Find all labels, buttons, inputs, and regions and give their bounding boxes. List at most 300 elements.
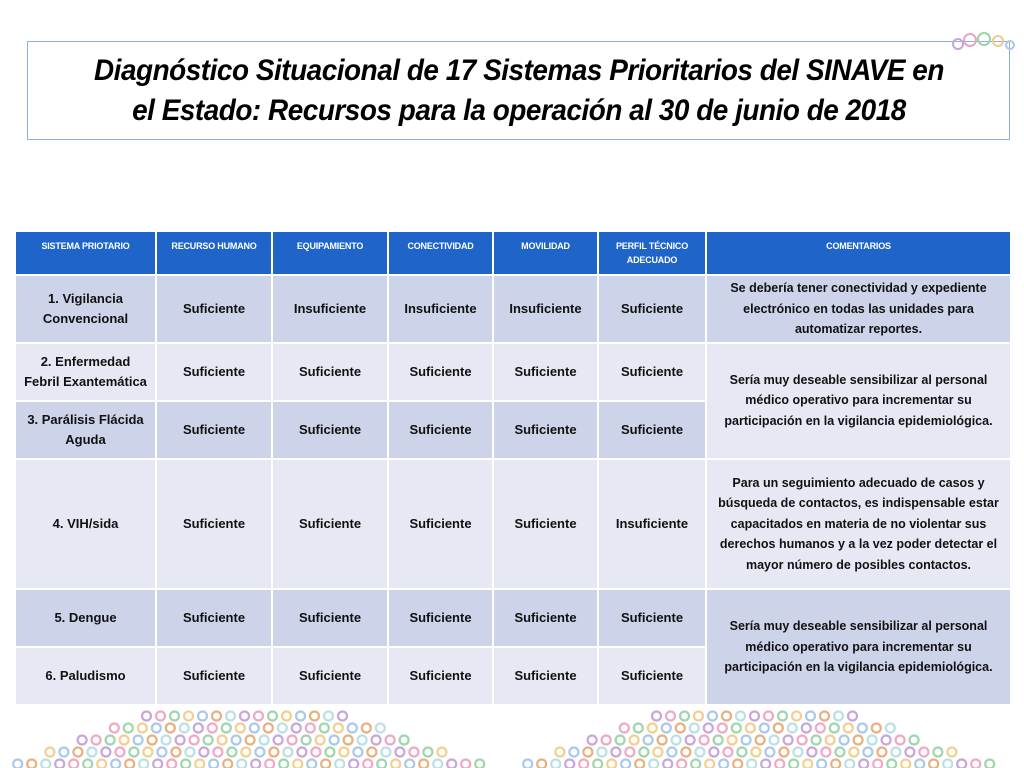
- decorative-dots-top: [948, 30, 1018, 56]
- decorative-dot: [409, 748, 418, 757]
- decorative-dot: [910, 736, 919, 745]
- decorative-dot: [663, 760, 672, 768]
- decorative-dot: [166, 724, 175, 733]
- decorative-dot: [335, 760, 344, 768]
- decorative-dot: [125, 760, 134, 768]
- decorative-dot: [213, 748, 222, 757]
- decorative-dot: [565, 760, 574, 768]
- decorative-dot: [901, 760, 910, 768]
- decorative-dot: [226, 712, 235, 721]
- decorative-dot: [475, 760, 484, 768]
- decorative-dot: [316, 736, 325, 745]
- cell-conectividad: Insuficiente: [388, 275, 493, 343]
- decorative-dot: [597, 748, 606, 757]
- decorative-dot: [240, 712, 249, 721]
- cell-recurso-humano: Suficiente: [156, 275, 272, 343]
- decorative-dot: [835, 748, 844, 757]
- decorative-dot: [190, 736, 199, 745]
- decorative-dot: [288, 736, 297, 745]
- decorative-dot: [971, 760, 980, 768]
- decorative-dot: [896, 736, 905, 745]
- decorative-dot: [634, 724, 643, 733]
- decorative-dot: [27, 760, 36, 768]
- decorative-dot: [139, 760, 148, 768]
- cell-sistema: 4. VIH/sida: [15, 459, 156, 589]
- cell-sistema: 6. Paludismo: [15, 647, 156, 705]
- decorative-dot: [821, 748, 830, 757]
- decorative-dot: [765, 748, 774, 757]
- cell-recurso-humano: Suficiente: [156, 589, 272, 647]
- slide-title: [94, 51, 944, 131]
- decorative-dot: [761, 760, 770, 768]
- slide-title-box: [27, 41, 1010, 140]
- decorative-dot: [737, 748, 746, 757]
- decorative-dot: [611, 748, 620, 757]
- header-sistema: SISTEMA PRIOTARIO: [15, 231, 156, 275]
- decorative-dot: [919, 748, 928, 757]
- decorative-dot: [569, 748, 578, 757]
- decorative-dot: [170, 712, 179, 721]
- decorative-dot: [227, 748, 236, 757]
- decorative-dot: [816, 724, 825, 733]
- header-equipamiento: EQUIPAMIENTO: [272, 231, 388, 275]
- cell-conectividad: Suficiente: [388, 401, 493, 459]
- decorative-dot: [848, 712, 857, 721]
- decorative-dot: [363, 760, 372, 768]
- decorative-dot: [307, 760, 316, 768]
- decorative-dot: [218, 736, 227, 745]
- decorative-dot: [297, 748, 306, 757]
- table-row: [15, 343, 1011, 401]
- table-header-row: [15, 231, 1011, 275]
- decorative-dot: [395, 748, 404, 757]
- decorative-dot: [779, 748, 788, 757]
- decorative-dot: [321, 760, 330, 768]
- decorative-dot: [555, 748, 564, 757]
- decorative-dot: [658, 736, 667, 745]
- decorative-dot: [311, 748, 320, 757]
- cell-equipamiento: Suficiente: [272, 589, 388, 647]
- decorative-dot: [831, 760, 840, 768]
- decorative-dot: [784, 736, 793, 745]
- cell-perfil-tecnico: Insuficiente: [598, 459, 706, 589]
- table-row: [15, 275, 1011, 343]
- cell-movilidad: Suficiente: [493, 589, 598, 647]
- decorative-dot: [537, 760, 546, 768]
- decorative-dot: [87, 748, 96, 757]
- cell-recurso-humano: Suficiente: [156, 647, 272, 705]
- decorative-dot: [760, 724, 769, 733]
- decorative-dot: [667, 748, 676, 757]
- decorative-dot: [246, 736, 255, 745]
- decorative-dot: [676, 724, 685, 733]
- decorative-dot: [120, 736, 129, 745]
- decorative-dot: [376, 724, 385, 733]
- dot-cluster-right: [523, 712, 994, 768]
- decorative-dot: [872, 724, 881, 733]
- cell-comentario: Sería muy deseable sensibilizar al personal médico operativo para incrementar su participación en la vigilancia epidemiológica.: [706, 343, 1011, 459]
- decorative-dot: [778, 712, 787, 721]
- decorative-dot: [302, 736, 311, 745]
- cell-perfil-tecnico: Suficiente: [598, 401, 706, 459]
- table-row: [15, 459, 1011, 589]
- decorative-dot: [419, 760, 428, 768]
- decorative-dot: [41, 760, 50, 768]
- decorative-dot: [282, 712, 291, 721]
- cell-sistema: 3. Parálisis Flácida Aguda: [15, 401, 156, 459]
- dot-cluster-left: [13, 712, 484, 768]
- decorative-dot: [802, 724, 811, 733]
- decorative-dot: [134, 736, 143, 745]
- decorative-dot: [180, 724, 189, 733]
- decorative-dot: [348, 724, 357, 733]
- decorative-dot: [639, 748, 648, 757]
- decorative-dot: [649, 760, 658, 768]
- decorative-dot: [806, 712, 815, 721]
- decorative-dot: [433, 760, 442, 768]
- decorative-dot: [153, 760, 162, 768]
- cell-comentario: Sería muy deseable sensibilizar al personal médico operativo para incrementar su participación en la vigilancia epidemiológica.: [706, 589, 1011, 705]
- decorative-dot: [695, 748, 704, 757]
- decorative-dot: [873, 760, 882, 768]
- decorative-dot: [306, 724, 315, 733]
- decorative-dot: [709, 748, 718, 757]
- decorative-dot: [167, 760, 176, 768]
- decorative-dot: [705, 760, 714, 768]
- decorative-dot: [933, 748, 942, 757]
- decorative-dot: [447, 760, 456, 768]
- decorative-dot: [887, 760, 896, 768]
- decorative-dot: [381, 748, 390, 757]
- decorative-dot: [985, 760, 994, 768]
- header-comentarios: COMENTARIOS: [706, 231, 1011, 275]
- decorative-dot: [840, 736, 849, 745]
- decorative-dot: [607, 760, 616, 768]
- decorative-dot: [947, 748, 956, 757]
- decorative-dot: [237, 760, 246, 768]
- decorative-dot: [774, 724, 783, 733]
- decorative-dot: [722, 712, 731, 721]
- decorative-dot: [325, 748, 334, 757]
- header-perfil-tecnico: PERFIL TÉCNICO ADECUADO: [598, 231, 706, 275]
- slide-title-line-2: el Estado: Recursos para la operación al 30 de junio de 2018: [131, 93, 906, 127]
- decorative-dot: [97, 760, 106, 768]
- decorative-dot: [181, 760, 190, 768]
- cell-recurso-humano: Suficiente: [156, 343, 272, 401]
- decorative-dot: [807, 748, 816, 757]
- decorative-dot: [129, 748, 138, 757]
- decorative-dot: [176, 736, 185, 745]
- decorative-dot: [714, 736, 723, 745]
- decorative-dot: [372, 736, 381, 745]
- decorative-dot: [334, 724, 343, 733]
- cell-sistema: 2. Enfermedad Febril Exantemática: [15, 343, 156, 401]
- decorative-dot: [310, 712, 319, 721]
- cell-comentario: Se debería tener conectividad y expediente electrónico en todas las unidades para automatizar reportes.: [706, 275, 1011, 343]
- decorative-dot: [195, 760, 204, 768]
- decorative-dot: [292, 724, 301, 733]
- cell-conectividad: Suficiente: [388, 647, 493, 705]
- cell-recurso-humano: Suficiente: [156, 459, 272, 589]
- cell-sistema: 5. Dengue: [15, 589, 156, 647]
- decorative-dot: [877, 748, 886, 757]
- decorative-dot: [736, 712, 745, 721]
- cell-conectividad: Suficiente: [388, 343, 493, 401]
- decorative-dot: [405, 760, 414, 768]
- decorative-dot: [844, 724, 853, 733]
- decorative-dot: [834, 712, 843, 721]
- cell-perfil-tecnico: Suficiente: [598, 589, 706, 647]
- decorative-dot: [320, 724, 329, 733]
- decorative-dot: [353, 748, 362, 757]
- decorative-dot: [718, 724, 727, 733]
- decorative-dot: [269, 748, 278, 757]
- cell-recurso-humano: Suficiente: [156, 401, 272, 459]
- decorative-dot: [929, 760, 938, 768]
- cell-equipamiento: Insuficiente: [272, 275, 388, 343]
- decorative-dot: [798, 736, 807, 745]
- decorative-dot: [723, 748, 732, 757]
- header-movilidad: MOVILIDAD: [493, 231, 598, 275]
- cell-perfil-tecnico: Suficiente: [598, 647, 706, 705]
- cell-conectividad: Suficiente: [388, 459, 493, 589]
- decorative-dot: [625, 748, 634, 757]
- decorative-dot: [92, 736, 101, 745]
- decorative-dot: [283, 748, 292, 757]
- decorative-dot: [826, 736, 835, 745]
- decorative-dot: [957, 760, 966, 768]
- decorative-dot: [792, 712, 801, 721]
- decorative-dot: [858, 724, 867, 733]
- decorative-dot: [386, 736, 395, 745]
- decorative-dot: [156, 712, 165, 721]
- decorative-dot: [437, 748, 446, 757]
- decorative-dot: [588, 736, 597, 745]
- decorative-dot: [423, 748, 432, 757]
- decorative-dot: [274, 736, 283, 745]
- decorative-dot: [73, 748, 82, 757]
- decorative-dot: [677, 760, 686, 768]
- decorative-dot: [728, 736, 737, 745]
- decorative-dot: [630, 736, 639, 745]
- decorative-dot: [886, 724, 895, 733]
- decorative-dot: [339, 748, 348, 757]
- decorative-dot: [157, 748, 166, 757]
- decorative-dot: [254, 712, 263, 721]
- decorative-dot: [199, 748, 208, 757]
- decorative-dot: [849, 748, 858, 757]
- decorative-dot: [265, 760, 274, 768]
- decorative-dot: [648, 724, 657, 733]
- cell-movilidad: Suficiente: [493, 343, 598, 401]
- decorative-dot: [222, 724, 231, 733]
- decorative-dot: [264, 724, 273, 733]
- decorative-dot: [349, 760, 358, 768]
- decorative-dot: [391, 760, 400, 768]
- decorative-dot: [602, 736, 611, 745]
- decorative-dot: [344, 736, 353, 745]
- decorative-dot: [652, 712, 661, 721]
- decorative-dot: [208, 724, 217, 733]
- decorative-dot: [666, 712, 675, 721]
- decorative-dot: [653, 748, 662, 757]
- decorative-dot: [358, 736, 367, 745]
- decorative-dot: [124, 724, 133, 733]
- decorative-dot: [250, 724, 259, 733]
- decorative-dot: [232, 736, 241, 745]
- decorative-dot: [635, 760, 644, 768]
- decorative-dot: [694, 712, 703, 721]
- decorative-dot: [686, 736, 695, 745]
- decorative-dot: [621, 760, 630, 768]
- cell-equipamiento: Suficiente: [272, 459, 388, 589]
- decorative-dot: [400, 736, 409, 745]
- decorative-dot: [742, 736, 751, 745]
- decorative-dot: [691, 760, 700, 768]
- decorative-dot: [55, 760, 64, 768]
- decorative-dot: [324, 712, 333, 721]
- decorative-dot-pattern-bottom: [0, 706, 1024, 768]
- cell-movilidad: Insuficiente: [493, 275, 598, 343]
- decorative-dot: [279, 760, 288, 768]
- decorative-dot: [700, 736, 709, 745]
- decorative-dot: [793, 748, 802, 757]
- cell-movilidad: Suficiente: [493, 647, 598, 705]
- decorative-dot: [268, 712, 277, 721]
- decorative-dot: [788, 724, 797, 733]
- decorative-dot: [236, 724, 245, 733]
- decorative-dot: [204, 736, 213, 745]
- slide-title-line-1: Diagnóstico Situacional de 17 Sistemas Prioritarios del SINAVE en: [93, 53, 944, 87]
- decorative-dot: [868, 736, 877, 745]
- decorative-dot: [152, 724, 161, 733]
- decorative-dot: [143, 748, 152, 757]
- decorative-dot: [362, 724, 371, 733]
- decorative-dot: [115, 748, 124, 757]
- decorative-dot: [583, 748, 592, 757]
- decorative-dot: [830, 724, 839, 733]
- decorative-dot: [296, 712, 305, 721]
- decorative-dot: [185, 748, 194, 757]
- decorative-dot: [680, 712, 689, 721]
- decorative-dot: [59, 748, 68, 757]
- decorative-dot: [915, 760, 924, 768]
- decorative-dot: [148, 736, 157, 745]
- decorative-dot: [812, 736, 821, 745]
- decorative-dot: [803, 760, 812, 768]
- decorative-dot: [750, 712, 759, 721]
- decorative-dot: [110, 724, 119, 733]
- decorative-dot: [770, 736, 779, 745]
- decorative-dot: [756, 736, 765, 745]
- decorative-dot: [751, 748, 760, 757]
- cell-movilidad: Suficiente: [493, 459, 598, 589]
- decorative-dot: [732, 724, 741, 733]
- decorative-dot: [330, 736, 339, 745]
- decorative-dot: [78, 736, 87, 745]
- decorative-dot: [377, 760, 386, 768]
- cell-perfil-tecnico: Suficiente: [598, 343, 706, 401]
- decorative-dot: [83, 760, 92, 768]
- decorative-dot: [241, 748, 250, 757]
- header-recurso-humano: RECURSO HUMANO: [156, 231, 272, 275]
- decorative-dot: [579, 760, 588, 768]
- cell-comentario: Para un seguimiento adecuado de casos y búsqueda de contactos, es indispensable estar capacitados en materia de no violentar sus derechos humanos y a la vez poder detectar el mayor número de posibles contactos.: [706, 459, 1011, 589]
- decorative-dot: [278, 724, 287, 733]
- decorative-dot: [593, 760, 602, 768]
- decorative-dot: [644, 736, 653, 745]
- decorative-dot: [905, 748, 914, 757]
- cell-equipamiento: Suficiente: [272, 647, 388, 705]
- cell-equipamiento: Suficiente: [272, 343, 388, 401]
- decorative-dot: [764, 712, 773, 721]
- decorative-dot: [198, 712, 207, 721]
- cell-equipamiento: Suficiente: [272, 401, 388, 459]
- decorative-dot: [260, 736, 269, 745]
- decorative-dot: [733, 760, 742, 768]
- decorative-dot: [859, 760, 868, 768]
- decorative-dot: [891, 748, 900, 757]
- cell-conectividad: Suficiente: [388, 589, 493, 647]
- decorative-dot: [251, 760, 260, 768]
- decorative-dot: [13, 760, 22, 768]
- decorative-dot: [719, 760, 728, 768]
- decorative-dot: [662, 724, 671, 733]
- decorative-dot: [620, 724, 629, 733]
- decorative-dot: [461, 760, 470, 768]
- decorative-dot: [690, 724, 699, 733]
- decorative-dot: [209, 760, 218, 768]
- cell-movilidad: Suficiente: [493, 401, 598, 459]
- decorative-dot: [708, 712, 717, 721]
- decorative-dot: [820, 712, 829, 721]
- decorative-dot: [212, 712, 221, 721]
- decorative-dot: [101, 748, 110, 757]
- decorative-dot: [789, 760, 798, 768]
- decorative-dot: [746, 724, 755, 733]
- decorative-dot: [863, 748, 872, 757]
- decorative-dot: [184, 712, 193, 721]
- cell-perfil-tecnico: Suficiente: [598, 275, 706, 343]
- table-row: [15, 589, 1011, 647]
- decorative-dot: [882, 736, 891, 745]
- decorative-dot: [845, 760, 854, 768]
- decorative-dot: [338, 712, 347, 721]
- decorative-dot: [523, 760, 532, 768]
- header-conectividad: CONECTIVIDAD: [388, 231, 493, 275]
- decorative-dot: [672, 736, 681, 745]
- decorative-dot: [551, 760, 560, 768]
- decorative-dot: [255, 748, 264, 757]
- decorative-dot: [854, 736, 863, 745]
- decorative-dot: [171, 748, 180, 757]
- cell-sistema: 1. Vigilancia Convencional: [15, 275, 156, 343]
- decorative-dot: [293, 760, 302, 768]
- decorative-dot: [747, 760, 756, 768]
- systems-table: [14, 230, 1012, 706]
- decorative-dot: [223, 760, 232, 768]
- decorative-dot: [106, 736, 115, 745]
- decorative-dot: [681, 748, 690, 757]
- decorative-dot: [111, 760, 120, 768]
- decorative-dot: [367, 748, 376, 757]
- decorative-dot: [616, 736, 625, 745]
- decorative-dot: [142, 712, 151, 721]
- decorative-dot: [162, 736, 171, 745]
- decorative-dot: [45, 748, 54, 757]
- decorative-dot: [704, 724, 713, 733]
- decorative-dot: [943, 760, 952, 768]
